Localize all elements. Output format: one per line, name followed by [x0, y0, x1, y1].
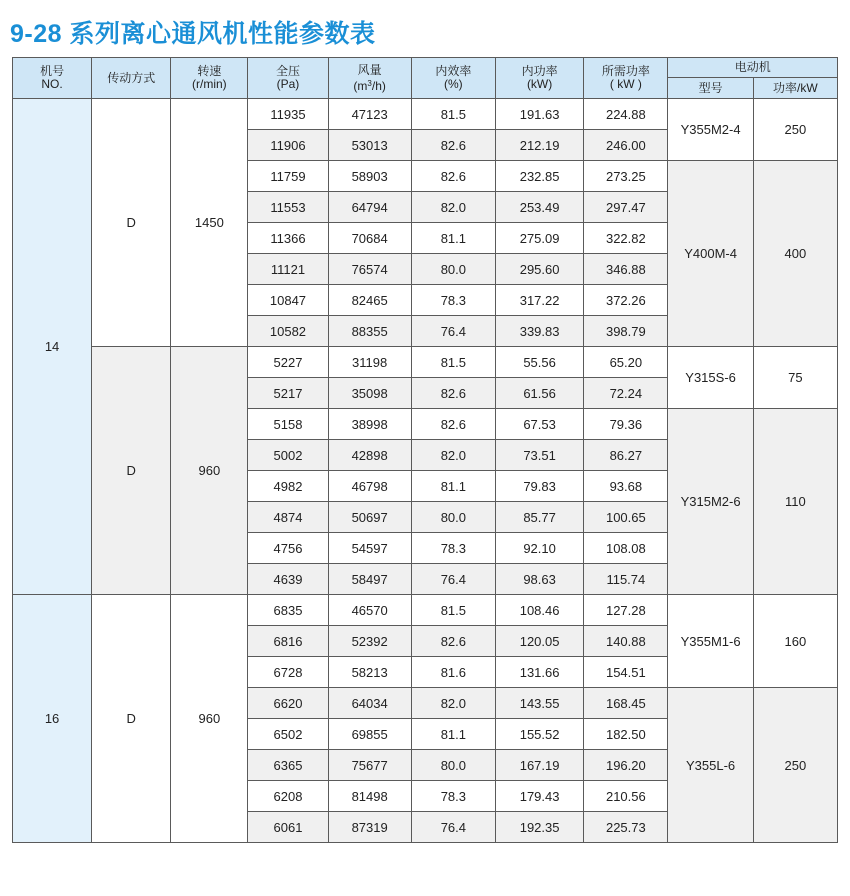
efficiency-cell: 82.6 [411, 626, 495, 657]
required-power-cell: 398.79 [584, 316, 668, 347]
pressure-cell: 6061 [248, 812, 328, 843]
flow-cell: 82465 [328, 285, 411, 316]
efficiency-cell: 78.3 [411, 533, 495, 564]
internal-power-cell: 275.09 [495, 223, 583, 254]
flow-cell: 53013 [328, 130, 411, 161]
required-power-cell: 93.68 [584, 471, 668, 502]
required-power-cell: 115.74 [584, 564, 668, 595]
drive-cell: D [92, 595, 171, 843]
flow-cell: 42898 [328, 440, 411, 471]
efficiency-cell: 81.5 [411, 99, 495, 130]
header-flow: 风量 $(m^3/h)$ [328, 58, 411, 99]
pressure-cell: 4639 [248, 564, 328, 595]
required-power-cell: 108.08 [584, 533, 668, 564]
motor-model-cell: Y315M2-6 [668, 409, 753, 595]
pressure-cell: 10582 [248, 316, 328, 347]
internal-power-cell: 61.56 [495, 378, 583, 409]
header-motor-power: 功率/kW [753, 78, 837, 99]
drive-cell: D [92, 99, 171, 347]
flow-cell: 76574 [328, 254, 411, 285]
efficiency-cell: 82.0 [411, 688, 495, 719]
flow-cell: 69855 [328, 719, 411, 750]
flow-cell: 38998 [328, 409, 411, 440]
efficiency-cell: 76.4 [411, 812, 495, 843]
drive-cell: D [92, 347, 171, 595]
header-required-power: 所需功率 ( kW ) [584, 58, 668, 99]
pressure-cell: 6620 [248, 688, 328, 719]
efficiency-cell: 80.0 [411, 750, 495, 781]
pressure-cell: 4874 [248, 502, 328, 533]
internal-power-cell: 92.10 [495, 533, 583, 564]
motor-power-cell: 250 [753, 99, 837, 161]
flow-cell: 58213 [328, 657, 411, 688]
motor-power-cell: 75 [753, 347, 837, 409]
flow-cell: 52392 [328, 626, 411, 657]
header-machine-no: 机号 NO. [13, 58, 92, 99]
flow-cell: 64794 [328, 192, 411, 223]
required-power-cell: 196.20 [584, 750, 668, 781]
internal-power-cell: 73.51 [495, 440, 583, 471]
table-row [13, 99, 838, 130]
internal-power-cell: 131.66 [495, 657, 583, 688]
efficiency-cell: 80.0 [411, 254, 495, 285]
pressure-cell: 6835 [248, 595, 328, 626]
flow-cell: 87319 [328, 812, 411, 843]
internal-power-cell: 253.49 [495, 192, 583, 223]
efficiency-cell: 82.0 [411, 440, 495, 471]
required-power-cell: 168.45 [584, 688, 668, 719]
required-power-cell: 225.73 [584, 812, 668, 843]
internal-power-cell: 339.83 [495, 316, 583, 347]
pressure-cell: 5227 [248, 347, 328, 378]
required-power-cell: 322.82 [584, 223, 668, 254]
required-power-cell: 100.65 [584, 502, 668, 533]
page-title: 9-28 系列离心通风机性能参数表 [10, 20, 376, 48]
flow-cell: 70684 [328, 223, 411, 254]
required-power-cell: 182.50 [584, 719, 668, 750]
internal-power-cell: 167.19 [495, 750, 583, 781]
pressure-cell: 11553 [248, 192, 328, 223]
speed-cell: 960 [171, 595, 248, 843]
flow-cell: 75677 [328, 750, 411, 781]
pressure-cell: 6365 [248, 750, 328, 781]
speed-cell: 960 [171, 347, 248, 595]
required-power-cell: 79.36 [584, 409, 668, 440]
efficiency-cell: 78.3 [411, 285, 495, 316]
internal-power-cell: 98.63 [495, 564, 583, 595]
machine-no-cell: 14 [13, 99, 92, 595]
efficiency-cell: 81.6 [411, 657, 495, 688]
required-power-cell: 65.20 [584, 347, 668, 378]
internal-power-cell: 79.83 [495, 471, 583, 502]
efficiency-cell: 82.0 [411, 192, 495, 223]
motor-model-cell: Y355M1-6 [668, 595, 753, 688]
efficiency-cell: 76.4 [411, 564, 495, 595]
internal-power-cell: 212.19 [495, 130, 583, 161]
flow-cell: 64034 [328, 688, 411, 719]
internal-power-cell: 85.77 [495, 502, 583, 533]
required-power-cell: 246.00 [584, 130, 668, 161]
internal-power-cell: 317.22 [495, 285, 583, 316]
speed-cell: 1450 [171, 99, 248, 347]
performance-table [12, 57, 838, 843]
flow-cell: 46798 [328, 471, 411, 502]
pressure-cell: 11759 [248, 161, 328, 192]
flow-cell: 54597 [328, 533, 411, 564]
header-motor: 电动机 [668, 58, 838, 78]
table-row [13, 347, 838, 378]
pressure-cell: 11121 [248, 254, 328, 285]
required-power-cell: 210.56 [584, 781, 668, 812]
pressure-cell: 6208 [248, 781, 328, 812]
pressure-cell: 4982 [248, 471, 328, 502]
pressure-cell: 10847 [248, 285, 328, 316]
efficiency-cell: 81.5 [411, 347, 495, 378]
required-power-cell: 372.26 [584, 285, 668, 316]
table-row [13, 595, 838, 626]
required-power-cell: 140.88 [584, 626, 668, 657]
motor-model-cell: Y355M2-4 [668, 99, 753, 161]
efficiency-cell: 78.3 [411, 781, 495, 812]
motor-model-cell: Y355L-6 [668, 688, 753, 843]
flow-cell: 58903 [328, 161, 411, 192]
efficiency-cell: 82.6 [411, 409, 495, 440]
internal-power-cell: 179.43 [495, 781, 583, 812]
header-speed: 转速 (r/min) [171, 58, 248, 99]
flow-cell: 88355 [328, 316, 411, 347]
motor-model-cell: Y400M-4 [668, 161, 753, 347]
efficiency-cell: 80.0 [411, 502, 495, 533]
internal-power-cell: 108.46 [495, 595, 583, 626]
efficiency-cell: 81.5 [411, 595, 495, 626]
required-power-cell: 297.47 [584, 192, 668, 223]
efficiency-cell: 81.1 [411, 719, 495, 750]
flow-cell: 81498 [328, 781, 411, 812]
flow-cell: 50697 [328, 502, 411, 533]
motor-power-cell: 160 [753, 595, 837, 688]
pressure-cell: 11935 [248, 99, 328, 130]
pressure-cell: 11906 [248, 130, 328, 161]
internal-power-cell: 55.56 [495, 347, 583, 378]
efficiency-cell: 82.6 [411, 378, 495, 409]
pressure-cell: 5158 [248, 409, 328, 440]
header-internal-power: 内功率 (kW) [495, 58, 583, 99]
motor-power-cell: 250 [753, 688, 837, 843]
internal-power-cell: 232.85 [495, 161, 583, 192]
header-motor-model: 型号 [668, 78, 753, 99]
machine-no-cell: 16 [13, 595, 92, 843]
pressure-cell: 4756 [248, 533, 328, 564]
efficiency-cell: 82.6 [411, 130, 495, 161]
efficiency-cell: 82.6 [411, 161, 495, 192]
motor-model-cell: Y315S-6 [668, 347, 753, 409]
required-power-cell: 273.25 [584, 161, 668, 192]
required-power-cell: 86.27 [584, 440, 668, 471]
header-drive: 传动方式 [92, 58, 171, 99]
motor-power-cell: 110 [753, 409, 837, 595]
table-body [13, 99, 838, 843]
pressure-cell: 6502 [248, 719, 328, 750]
motor-power-cell: 400 [753, 161, 837, 347]
pressure-cell: 5002 [248, 440, 328, 471]
required-power-cell: 154.51 [584, 657, 668, 688]
required-power-cell: 72.24 [584, 378, 668, 409]
header-pressure: 全压 (Pa) [248, 58, 328, 99]
required-power-cell: 346.88 [584, 254, 668, 285]
internal-power-cell: 120.05 [495, 626, 583, 657]
header-efficiency: 内效率 (%) [411, 58, 495, 99]
efficiency-cell: 81.1 [411, 223, 495, 254]
internal-power-cell: 67.53 [495, 409, 583, 440]
flow-cell: 58497 [328, 564, 411, 595]
pressure-cell: 6816 [248, 626, 328, 657]
flow-cell: 47123 [328, 99, 411, 130]
internal-power-cell: 143.55 [495, 688, 583, 719]
required-power-cell: 224.88 [584, 99, 668, 130]
internal-power-cell: 192.35 [495, 812, 583, 843]
internal-power-cell: 191.63 [495, 99, 583, 130]
efficiency-cell: 81.1 [411, 471, 495, 502]
pressure-cell: 6728 [248, 657, 328, 688]
pressure-cell: 11366 [248, 223, 328, 254]
flow-cell: 31198 [328, 347, 411, 378]
pressure-cell: 5217 [248, 378, 328, 409]
flow-cell: 35098 [328, 378, 411, 409]
required-power-cell: 127.28 [584, 595, 668, 626]
flow-cell: 46570 [328, 595, 411, 626]
internal-power-cell: 155.52 [495, 719, 583, 750]
internal-power-cell: 295.60 [495, 254, 583, 285]
efficiency-cell: 76.4 [411, 316, 495, 347]
